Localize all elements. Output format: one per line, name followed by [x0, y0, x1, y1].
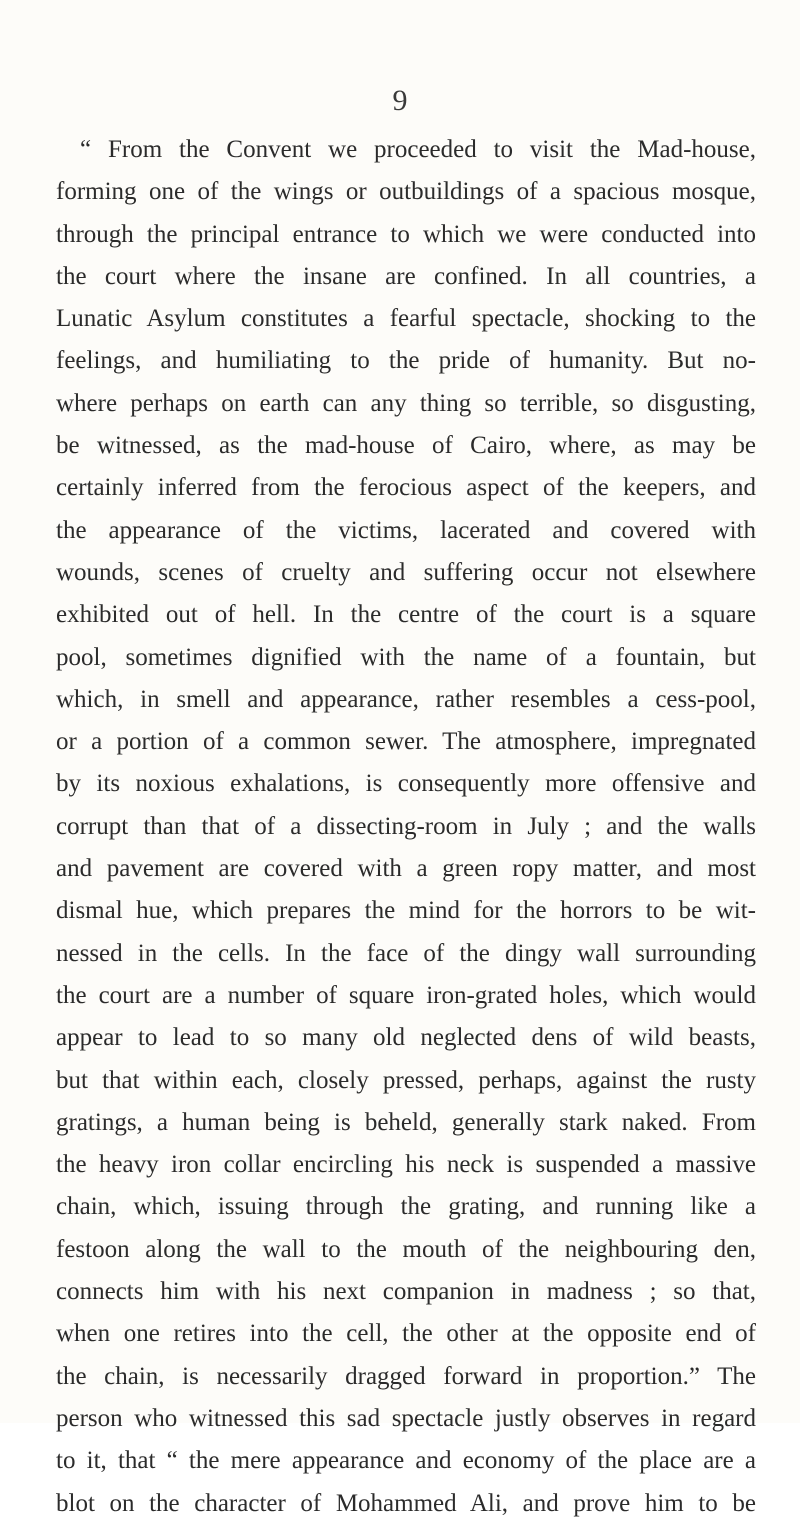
text-line: be witnessed, as the mad-house of Cairo, where, as may be: [56, 432, 756, 460]
text-line: forming one of the wings or outbuildings of a spacious mosque,: [56, 178, 756, 206]
text-line: blot on the character of Mohammed Ali, and prove him to be: [56, 1489, 756, 1517]
text-line: where perhaps on earth can any thing so terrible, so disgusting,: [56, 389, 756, 417]
text-line: festoon along the wall to the mouth of the neighbouring den,: [56, 1235, 756, 1263]
text-line: nessed in the cells. In the face of the dingy wall surrounding: [56, 939, 756, 967]
text-line: the court where the insane are confined. In all countries, a: [56, 262, 756, 290]
page-number: 9: [392, 84, 408, 117]
text-line: Lunatic Asylum constitutes a fearful spectacle, shocking to the: [56, 305, 756, 333]
text-line: person who witnessed this sad spectacle justly observes in regard: [56, 1404, 756, 1432]
text-line: or a portion of a common sewer. The atmosphere, impregnated: [56, 728, 756, 756]
text-line: and pavement are covered with a green ropy matter, and most: [56, 855, 756, 883]
text-line: when one retires into the cell, the other at the opposite end of: [56, 1320, 756, 1348]
text-line: but that within each, closely pressed, perhaps, against the rusty: [56, 1066, 756, 1094]
text-line: certainly inferred from the ferocious aspect of the keepers, and: [56, 474, 756, 502]
text-line: chain, which, issuing through the grating, and running like a: [56, 1193, 756, 1221]
text-line: to it, that “ the mere appearance and economy of the place are a: [56, 1447, 756, 1475]
text-line: feelings, and humiliating to the pride of humanity. But no-: [56, 347, 756, 375]
text-line: appear to lead to so many old neglected dens of wild beasts,: [56, 1024, 756, 1052]
text-line: the chain, is necessarily dragged forward in proportion.” The: [56, 1362, 756, 1390]
text-line: wounds, scenes of cruelty and suffering occur not elsewhere: [56, 558, 756, 586]
text-line: dismal hue, which prepares the mind for the horrors to be wit-: [56, 897, 756, 925]
text-line: exhibited out of hell. In the centre of the court is a square: [56, 601, 756, 629]
text-line: the court are a number of square iron-grated holes, which would: [56, 981, 756, 1009]
text-line: by its noxious exhalations, is consequently more offensive and: [56, 770, 756, 798]
text-line: connects him with his next companion in madness ; so that,: [56, 1278, 756, 1306]
text-line: corrupt than that of a dissecting-room in July ; and the walls: [56, 812, 756, 840]
text-line: which, in smell and appearance, rather resembles a cess-pool,: [56, 685, 756, 713]
text-line: pool, sometimes dignified with the name of a fountain, but: [56, 643, 756, 671]
text-line: gratings, a human being is beheld, generally stark naked. From: [56, 1108, 756, 1136]
text-line: the appearance of the victims, lacerated and covered with: [56, 516, 756, 544]
text-line: the heavy iron collar encircling his neck is suspended a massive: [56, 1151, 756, 1179]
text-line: through the principal entrance to which we were conducted into: [56, 220, 756, 248]
body-text: [56, 129, 756, 1525]
text-line: “ From the Convent we proceeded to visit the Mad-house,: [80, 136, 756, 163]
